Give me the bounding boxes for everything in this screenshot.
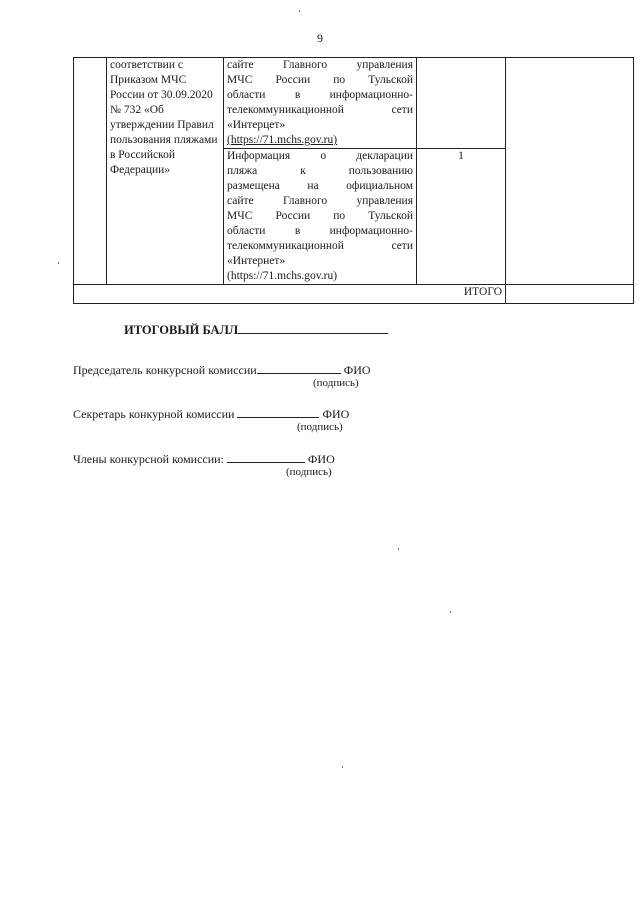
description-line: сайте Главного управления <box>227 59 413 71</box>
scan-speck <box>299 10 300 12</box>
total-row <box>74 285 634 304</box>
final-score-blank[interactable] <box>238 321 388 334</box>
description-line: размещена на официальном <box>227 180 413 192</box>
notes-cell <box>506 58 634 285</box>
description-line: области в информационно- <box>227 225 413 237</box>
members-signature-blank[interactable] <box>227 451 305 463</box>
members-name-placeholder: ФИО <box>307 452 335 466</box>
description-line: «Интерцет» <box>227 119 286 131</box>
description-cell <box>224 149 417 285</box>
description-line: МЧС России по Тульской <box>227 210 413 222</box>
chairman-signature-blank[interactable] <box>257 362 341 374</box>
total-value-cell <box>506 285 634 304</box>
scan-speck <box>398 548 399 550</box>
description-line: телекоммуникационной сети <box>227 240 413 252</box>
number-cell <box>74 58 107 285</box>
scan-speck <box>58 262 59 264</box>
final-score <box>124 321 388 338</box>
chairman-label: Председатель конкурсной комиссии <box>73 363 257 377</box>
description-line: сайте Главного управления <box>227 195 413 207</box>
description-line: МЧС России по Тульской <box>227 74 413 86</box>
members-label: Члены конкурсной комиссии: <box>73 452 224 466</box>
secretary-signature-caption: (подпись) <box>297 421 343 433</box>
description-line: телекоммуникационной сети <box>227 104 413 116</box>
members-signature-caption: (подпись) <box>286 466 332 478</box>
total-label: ИТОГО <box>74 285 506 304</box>
secretary-signature-line <box>73 406 349 422</box>
table-row <box>74 58 634 149</box>
secretary-signature-blank[interactable] <box>237 406 319 418</box>
scan-speck <box>342 766 343 768</box>
chairman-name-placeholder: ФИО <box>343 363 371 377</box>
secretary-name-placeholder: ФИО <box>322 407 350 421</box>
website-link[interactable]: (https://71.mchs.gov.ru) <box>227 134 338 146</box>
chairman-signature-caption: (подпись) <box>313 377 359 389</box>
score-cell: 1 <box>417 149 506 285</box>
description-line: области в информационно- <box>227 89 413 101</box>
score-cell <box>417 58 506 149</box>
secretary-label: Секретарь конкурной комиссии <box>73 407 235 421</box>
chairman-signature-line <box>73 362 371 378</box>
description-line: Информация о декларации <box>227 150 413 162</box>
evaluation-table <box>73 57 634 304</box>
page-number: 9 <box>317 31 323 45</box>
scan-speck <box>450 611 451 613</box>
description-cell <box>224 58 417 149</box>
members-signature-line <box>73 451 335 467</box>
website-link[interactable]: (https://71.mchs.gov.ru) <box>227 270 338 282</box>
description-line: «Интернет» <box>227 255 286 267</box>
description-line: пляжа к пользованию <box>227 165 413 177</box>
final-score-label: ИТОГОВЫЙ БАЛЛ <box>124 323 239 337</box>
criterion-cell: соответствии с Приказом МЧС России от 30.09.2020 № 732 «Об утверждении Правил пользования пляжами в Российской Федерации» <box>107 58 224 285</box>
